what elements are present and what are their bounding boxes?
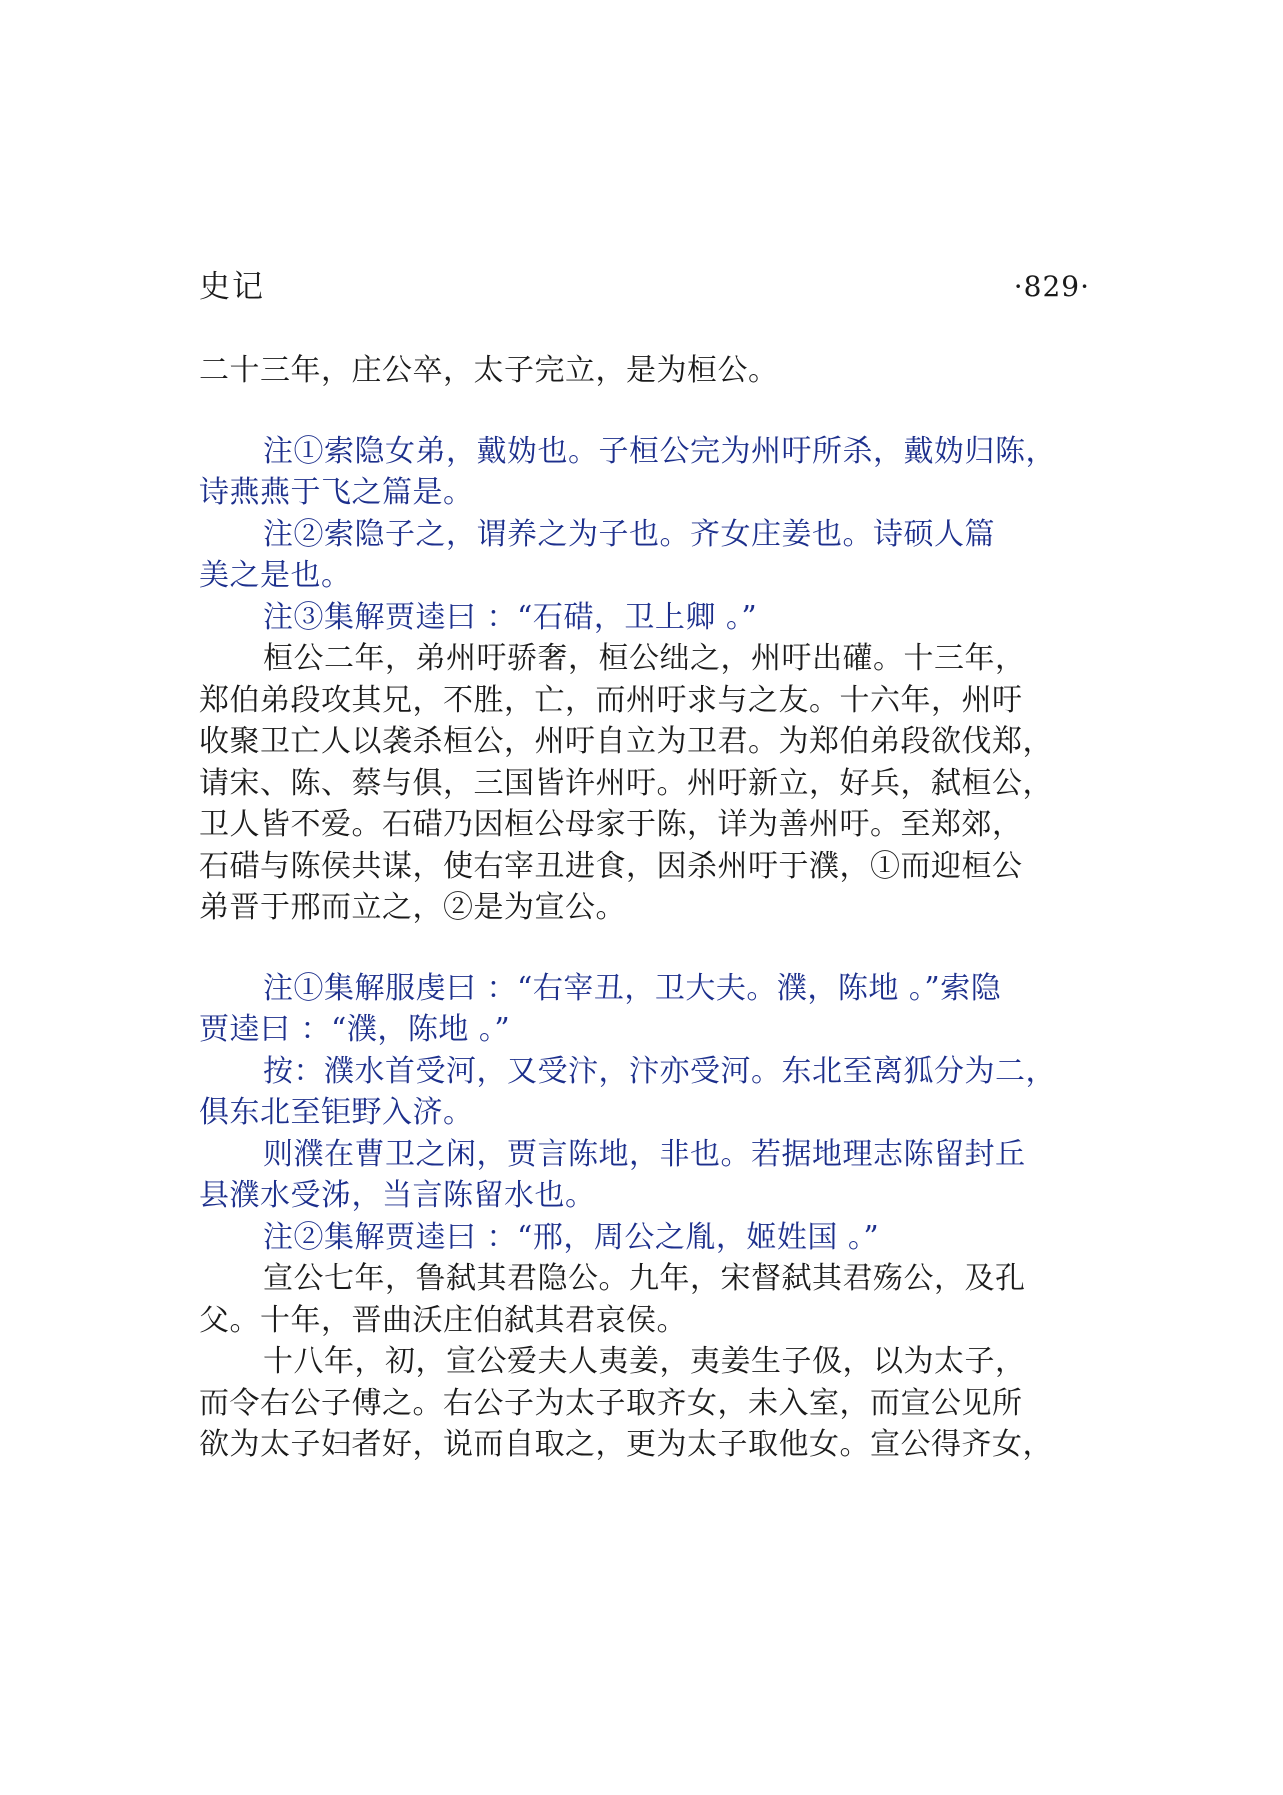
text-line: 请宋、陈、蔡与俱，三国皆许州吁。州吁新立，好兵，弑桓公， — [199, 765, 1053, 801]
text-paragraph — [199, 638, 1109, 929]
body-text — [199, 350, 1109, 1466]
text-line: 收聚卫亡人以袭杀桓公，州吁自立为卫君。为郑伯弟段欲伐郑， — [199, 724, 1053, 759]
paragraph-gap — [199, 929, 1109, 968]
page-header — [199, 262, 1090, 312]
text-paragraph — [199, 1341, 1109, 1466]
text-line: 十八年，初，宣公爱夫人夷姜，夷姜生子伋，以为太子， — [263, 1344, 1026, 1379]
annotation-line: 注②集解贾逵曰 ：“邢，周公之胤，姬姓国 。” — [263, 1219, 880, 1255]
annotation-line: 县濮水受泲，当言陈留水也。 — [199, 1178, 596, 1213]
annotation-paragraph — [199, 1051, 1109, 1134]
text-line: 卫人皆不爱。石碏乃因桓公母家于陈，详为善州吁。至郑郊， — [199, 807, 1023, 842]
book-title: 史记 — [199, 269, 265, 305]
annotation-line: 美之是也。 — [199, 558, 352, 593]
annotation-paragraph — [199, 597, 1109, 639]
annotation-paragraph — [199, 514, 1109, 597]
annotation-paragraph — [199, 431, 1109, 514]
paragraph-gap — [199, 392, 1109, 431]
annotation-paragraph — [199, 1134, 1109, 1217]
text-line: 石碏与陈侯共谋，使右宰丑进食，因杀州吁于濮，①而迎桓公 — [199, 848, 1023, 884]
annotation-line: 注①索隐女弟，戴妫也。子桓公完为州吁所杀，戴妫归陈， — [263, 433, 1056, 469]
text-paragraph — [199, 350, 1109, 392]
annotation-line: 注①集解服虔曰 ：“右宰丑，卫大夫。濮，陈地 。”索隐 — [263, 970, 1002, 1006]
text-line: 父。十年，晋曲沃庄伯弑其君哀侯。 — [199, 1302, 687, 1338]
text-line: 桓公二年，弟州吁骄奢，桓公绌之，州吁出礶。十三年， — [263, 641, 1026, 676]
annotation-line: 则濮在曹卫之闲，贾言陈地，非也。若据地理志陈留封丘 — [263, 1136, 1026, 1172]
annotation-line: 注③集解贾逵曰 ：“石碏，卫上卿 。” — [263, 599, 758, 635]
text-paragraph — [199, 1258, 1109, 1341]
annotation-paragraph — [199, 1217, 1109, 1259]
annotation-line: 俱东北至钜野入济。 — [199, 1095, 474, 1130]
text-line: 宣公七年，鲁弑其君隐公。九年，宋督弑其君殇公，及孔 — [263, 1261, 1026, 1296]
text-line: 郑伯弟段攻其兄，不胜，亡，而州吁求与之友。十六年，州吁 — [199, 682, 1023, 718]
annotation-paragraph — [199, 968, 1109, 1051]
text-line: 二十三年，庄公卒，太子完立，是为桓公。 — [199, 353, 779, 388]
text-line: 弟晋于邢而立之，②是为宣公。 — [199, 890, 626, 925]
annotation-line: 注②索隐子之，谓养之为子也。齐女庄姜也。诗硕人篇 — [263, 516, 995, 552]
text-line: 而令右公子傅之。右公子为太子取齐女，未入室，而宣公见所 — [199, 1385, 1023, 1421]
text-line: 欲为太子妇者好，说而自取之，更为太子取他女。宣公得齐女， — [199, 1427, 1053, 1462]
page-number: ·829· — [1013, 270, 1090, 303]
annotation-line: 贾逵曰 ：“濮，陈地 。” — [199, 1012, 511, 1047]
annotation-line: 诗燕燕于飞之篇是。 — [199, 475, 474, 510]
annotation-line: 按：濮水首受河，又受汴，汴亦受河。东北至离狐分为二， — [263, 1053, 1056, 1089]
